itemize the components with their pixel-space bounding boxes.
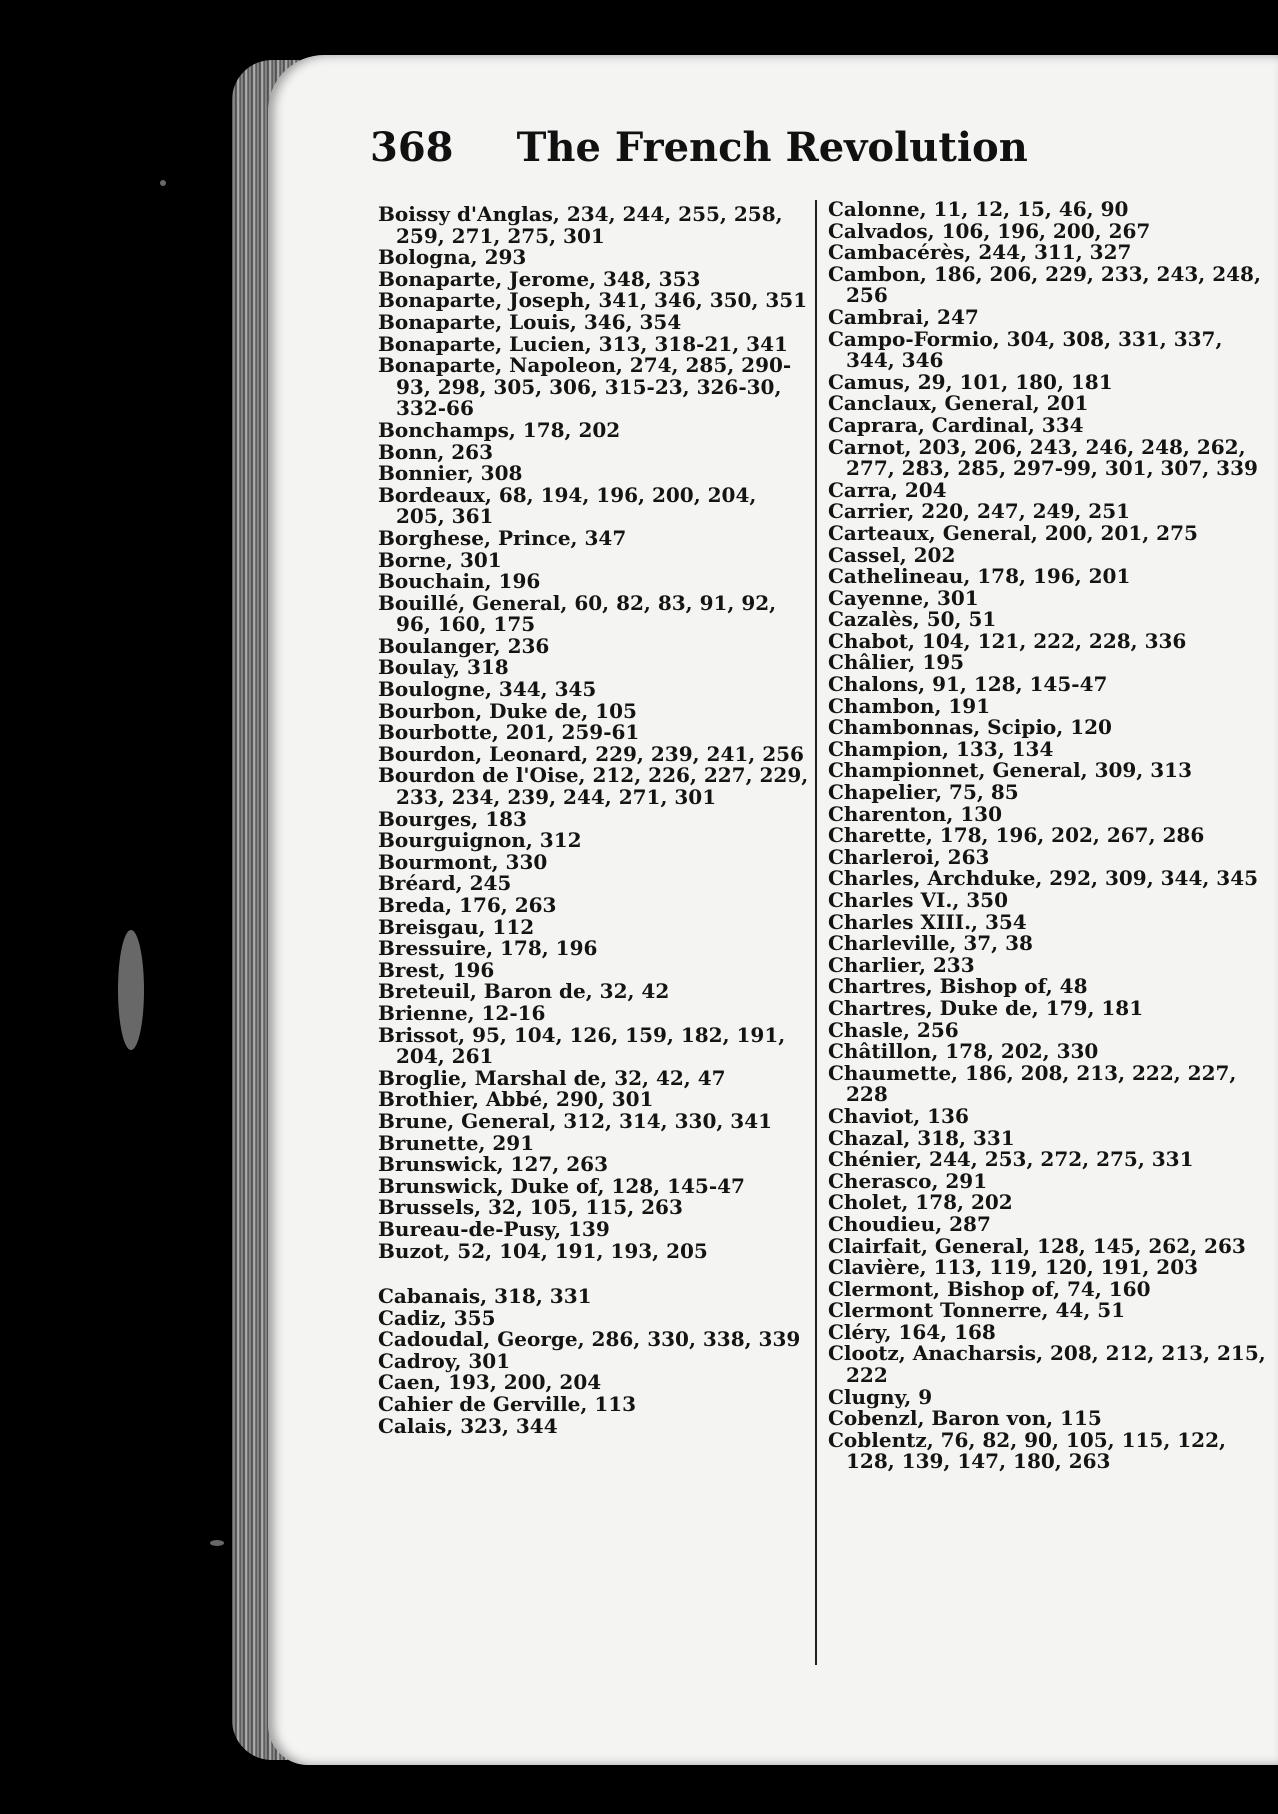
index-entry: Bonaparte, Louis, 346, 354: [378, 309, 682, 334]
index-entry: Cadoudal, George, 286, 330, 338, 339: [378, 1327, 801, 1352]
index-entry: Breisgau, 112: [378, 914, 535, 939]
index-entry: Charles XIII., 354: [828, 909, 1027, 934]
scan-artifact: [118, 930, 144, 1050]
index-entry: Bourdon, Leonard, 229, 239, 241, 256: [378, 741, 804, 766]
index-column-right: [828, 199, 1273, 1473]
index-entry: Cathelineau, 178, 196, 201: [828, 564, 1131, 589]
index-entry: Bonchamps, 178, 202: [378, 417, 621, 442]
index-entry: Carra, 204: [828, 477, 947, 502]
index-entry: Calvados, 106, 196, 200, 267: [828, 218, 1151, 243]
index-entry: Cabanais, 318, 331: [378, 1284, 592, 1309]
index-entry: Cassel, 202: [828, 542, 956, 567]
index-entry: Cayenne, 301: [828, 585, 979, 610]
index-entry: Carnot, 203, 206, 243, 246, 248, 262, 277, 283, 285, 297-99, 301, 307, 339: [828, 434, 1258, 481]
index-entry: Cahier de Gerville, 113: [378, 1392, 637, 1417]
index-entry: Caen, 193, 200, 204: [378, 1370, 602, 1395]
index-entry: Brissot, 95, 104, 126, 159, 182, 191, 204, 261: [378, 1022, 786, 1069]
index-entry: Bonaparte, Lucien, 313, 318-21, 341: [378, 331, 788, 356]
index-entry: Chalons, 91, 128, 145-47: [828, 672, 1108, 697]
index-entry: Boulay, 318: [378, 655, 509, 680]
index-entry: Cadiz, 355: [378, 1305, 496, 1330]
index-entry: Boulanger, 236: [378, 633, 550, 658]
index-entry: Cadroy, 301: [378, 1348, 511, 1373]
index-entry: Chapelier, 75, 85: [828, 780, 1019, 805]
index-entry: Bourges, 183: [378, 806, 527, 831]
index-entry: Bonnier, 308: [378, 461, 523, 486]
index-entry: Brunette, 291: [378, 1130, 535, 1155]
index-column-left: [378, 204, 810, 1437]
index-entry: Chambon, 191: [828, 693, 991, 718]
index-entry: Brienne, 12-16: [378, 1000, 546, 1025]
index-entry: Chaumette, 186, 208, 213, 222, 227, 228: [828, 1060, 1237, 1107]
index-entry: Cambon, 186, 206, 229, 233, 243, 248, 256: [828, 261, 1261, 308]
index-entry: Bordeaux, 68, 194, 196, 200, 204, 205, 361: [378, 482, 757, 529]
index-entry: Broglie, Marshal de, 32, 42, 47: [378, 1065, 726, 1090]
letter-section-gap: [378, 1262, 810, 1286]
index-entry: Cholet, 178, 202: [828, 1190, 1013, 1215]
index-entry: Bonaparte, Joseph, 341, 346, 350, 351: [378, 288, 808, 313]
index-entry: Bouillé, General, 60, 82, 83, 91, 92, 96, 160, 175: [378, 590, 777, 637]
index-entry: Borne, 301: [378, 547, 502, 572]
index-entry: Chabot, 104, 121, 222, 228, 336: [828, 628, 1187, 653]
index-entry: Breda, 176, 263: [378, 893, 557, 917]
index-entry: Bonn, 263: [378, 439, 493, 464]
index-entry: Campo-Formio, 304, 308, 331, 337, 344, 346: [828, 326, 1223, 373]
index-entry: Caprara, Cardinal, 334: [828, 412, 1084, 437]
index-entry: Borghese, Prince, 347: [378, 525, 627, 550]
index-entry: Cambacérès, 244, 311, 327: [828, 240, 1132, 265]
index-entry: Bonaparte, Napoleon, 274, 285, 290-93, 298, 305, 306, 315-23, 326-30, 332-66: [378, 353, 792, 421]
index-entry: Châtillon, 178, 202, 330: [828, 1039, 1099, 1064]
index-entry: Charles, Archduke, 292, 309, 344, 345: [828, 866, 1259, 891]
index-entry: Clootz, Anacharsis, 208, 212, 213, 215, 222: [828, 1341, 1266, 1388]
index-entry: Brussels, 32, 105, 115, 263: [378, 1195, 683, 1220]
index-entry: Charenton, 130: [828, 801, 1003, 826]
index-entry: Châlier, 195: [828, 650, 965, 675]
index-entry: Camus, 29, 101, 180, 181: [828, 369, 1113, 394]
index-entry: Carrier, 220, 247, 249, 251: [828, 499, 1131, 524]
index-entry: Cambrai, 247: [828, 304, 979, 329]
index-entry: Bourguignon, 312: [378, 828, 582, 853]
index-entry: Carteaux, General, 200, 201, 275: [828, 520, 1198, 545]
index-entry: Chaviot, 136: [828, 1103, 969, 1128]
index-entry: Brune, General, 312, 314, 330, 341: [378, 1108, 773, 1133]
index-entry: Bonaparte, Jerome, 348, 353: [378, 266, 701, 291]
index-entry: Chartres, Bishop of, 48: [828, 974, 1088, 999]
page-number: 368: [370, 124, 454, 171]
index-entry: Calonne, 11, 12, 15, 46, 90: [828, 197, 1129, 221]
index-entry: Clavière, 113, 119, 120, 191, 203: [828, 1255, 1199, 1280]
index-entry: Bréard, 245: [378, 871, 512, 896]
index-entry: Chazal, 318, 331: [828, 1125, 1015, 1150]
index-entry: Clermont, Bishop of, 74, 160: [828, 1276, 1151, 1301]
index-entry: Clairfait, General, 128, 145, 262, 263: [828, 1233, 1246, 1258]
index-entry: Bourmont, 330: [378, 849, 548, 874]
index-entry: Cherasco, 291: [828, 1168, 988, 1193]
scan-artifact: [210, 1540, 224, 1546]
index-entry: Brothier, Abbé, 290, 301: [378, 1087, 654, 1112]
index-entry: Canclaux, General, 201: [828, 391, 1089, 416]
index-entry: Champion, 133, 134: [828, 736, 1054, 761]
index-entry: Clugny, 9: [828, 1384, 933, 1409]
index-entry: Boulogne, 344, 345: [378, 677, 597, 702]
index-entry: Calais, 323, 344: [378, 1413, 558, 1438]
index-entry: Chartres, Duke de, 179, 181: [828, 995, 1144, 1020]
index-entry: Coblentz, 76, 82, 90, 105, 115, 122, 128, 139, 147, 180, 263: [828, 1427, 1226, 1474]
index-entry: Charlier, 233: [828, 952, 975, 977]
index-entry: Brest, 196: [378, 957, 495, 982]
index-entry: Championnet, General, 309, 313: [828, 758, 1192, 783]
index-entry: Bologna, 293: [378, 245, 527, 270]
index-entry: Brunswick, 127, 263: [378, 1152, 608, 1177]
index-entry: Bouchain, 196: [378, 569, 541, 594]
index-entry: Bourbon, Duke de, 105: [378, 698, 637, 723]
index-entry: Cléry, 164, 168: [828, 1319, 996, 1344]
index-entry: Cazalès, 50, 51: [828, 607, 997, 632]
index-entry: Buzot, 52, 104, 191, 193, 205: [378, 1238, 708, 1263]
index-entry: Chasle, 256: [828, 1017, 959, 1042]
index-entry: Charles VI., 350: [828, 888, 1009, 912]
index-entry: Breteuil, Baron de, 32, 42: [378, 979, 670, 1004]
index-entry: Charleville, 37, 38: [828, 931, 1033, 956]
index-entry: Bressuire, 178, 196: [378, 936, 598, 961]
index-entry: Boissy d'Anglas, 234, 244, 255, 258, 259, 271, 275, 301: [378, 202, 783, 248]
index-entry: Charette, 178, 196, 202, 267, 286: [828, 823, 1205, 848]
index-entry: Charleroi, 263: [828, 844, 990, 869]
scan-artifact: [160, 180, 166, 186]
column-divider: [815, 200, 817, 1665]
running-header: [370, 124, 1028, 171]
running-title: The French Revolution: [516, 124, 1028, 171]
index-entry: Bureau-de-Pusy, 139: [378, 1216, 610, 1241]
index-entry: Chénier, 244, 253, 272, 275, 331: [828, 1147, 1194, 1172]
index-entry: Cobenzl, Baron von, 115: [828, 1406, 1102, 1431]
index-entry: Clermont Tonnerre, 44, 51: [828, 1298, 1126, 1323]
index-entry: Choudieu, 287: [828, 1211, 991, 1236]
index-entry: Bourbotte, 201, 259-61: [378, 720, 640, 745]
index-entry: Brunswick, Duke of, 128, 145-47: [378, 1173, 745, 1198]
index-entry: Bourdon de l'Oise, 212, 226, 227, 229, 233, 234, 239, 244, 271, 301: [378, 763, 809, 810]
index-entry: Chambonnas, Scipio, 120: [828, 715, 1112, 740]
